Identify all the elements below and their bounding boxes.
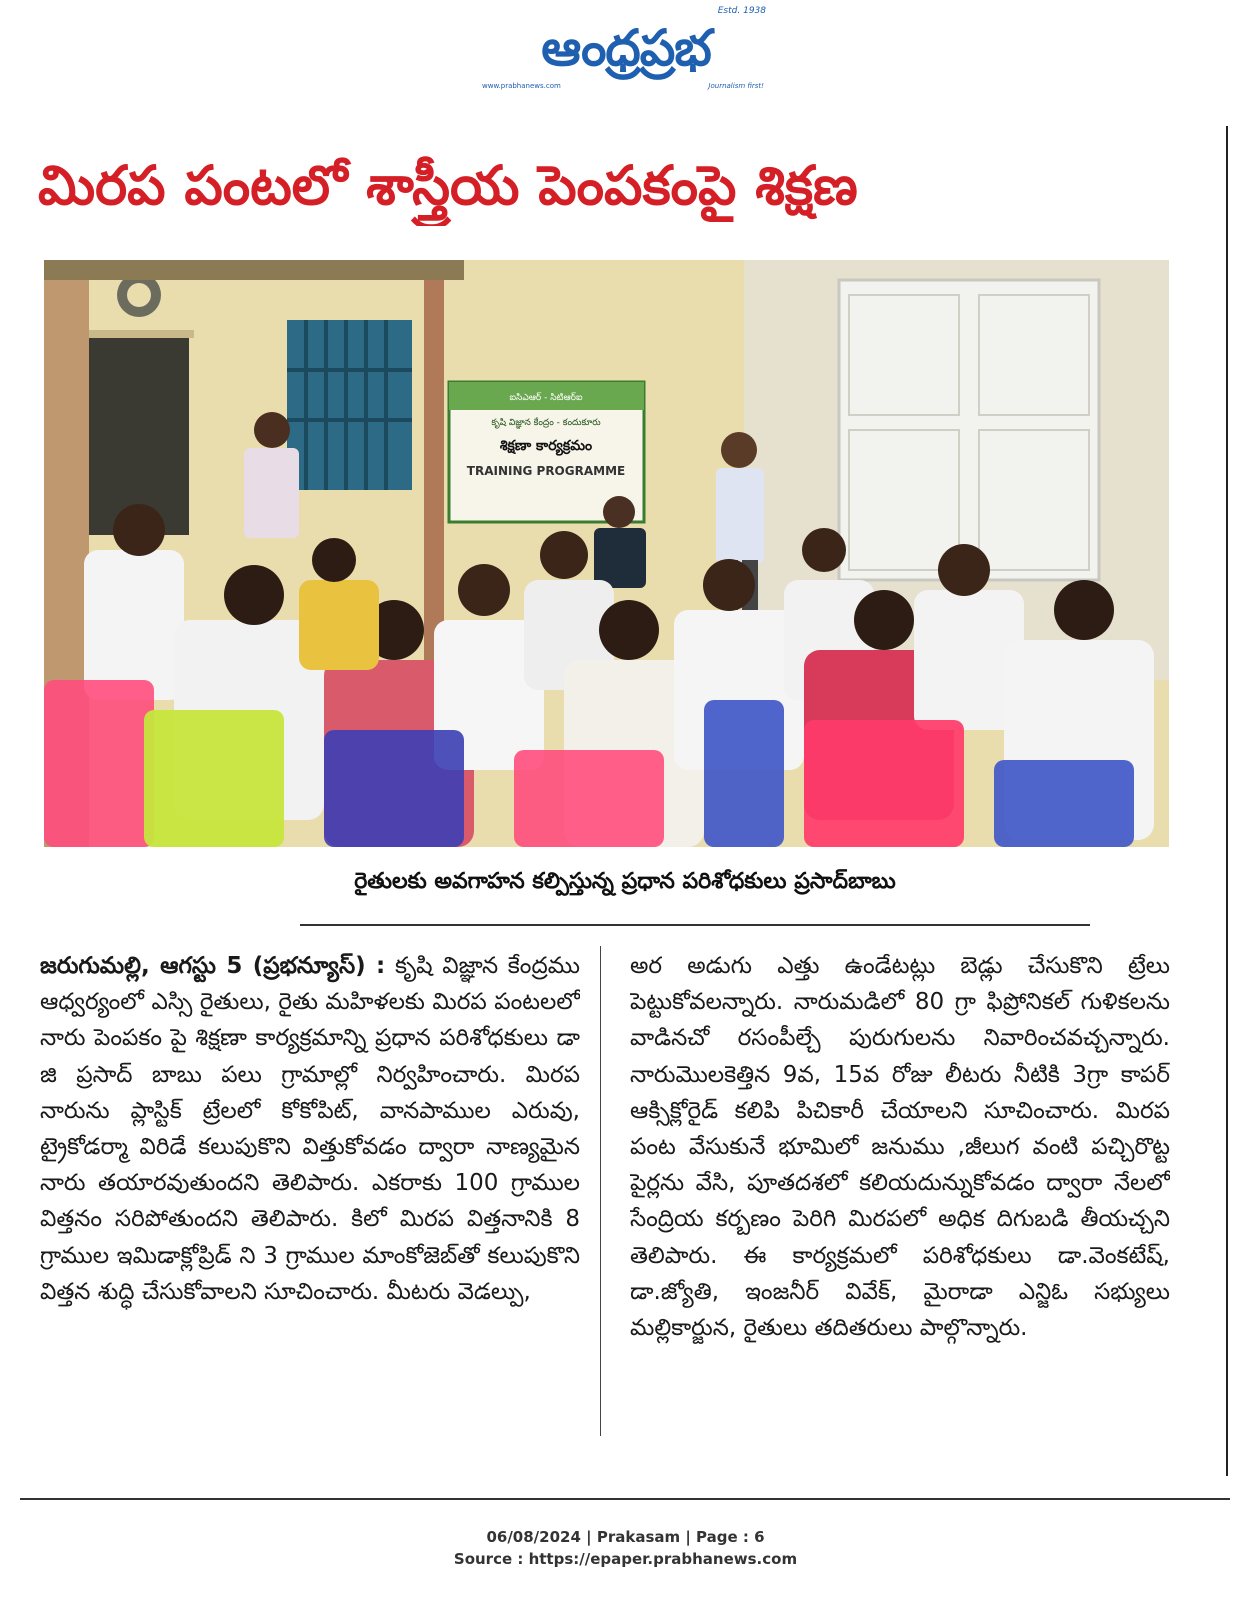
footer-source: Source : https://epaper.prabhanews.com [453, 1550, 798, 1568]
banner-line-2: కృషి విజ్ఞాన కేంద్రం - కందుకూరు [491, 418, 601, 428]
article-column-right [630, 948, 1170, 1448]
banner-line-4: TRAINING PROGRAMME [466, 464, 626, 478]
newspaper-logo: ఆంధ్రప్రభ [541, 19, 711, 77]
masthead [476, 6, 776, 94]
column-rule-right [1226, 126, 1228, 1476]
caption-rule [300, 924, 1090, 926]
column-divider [600, 946, 601, 1436]
masthead-estd: Estd. 1938 [717, 6, 766, 16]
masthead-url: www.prabhanews.com [482, 82, 561, 90]
article-dateline: జరుగుమల్లి, ఆగస్టు 5 (ప్రభన్యూస్) : [40, 953, 386, 979]
banner-line-3: శిక్షణా కార్యక్రమం [499, 438, 593, 454]
article-body-right: అర అడుగు ఎత్తు ఉండేటట్లు బెడ్లు చేసుకొని ట్రేలు పెట్టుకోవలన్నారు. నారుమడిలో 80 గ్రా ఫిప్రోనికల్ గుళికలను వాడినచో రసంపీల్చే పురుగులను నివారించవచ్చన్నారు. నారుమొలకెత్తిన 9వ, 15వ రోజు లీటరు నీటికి 3గ్రా కాపర్ ఆక్సిక్లోరైడ్ కలిపి పిచికారీ చేయాలని సూచించారు. మిరప పంట వేసుకునే భూమిలో జనుము ,జీలుగ వంటి పచ్చిరొట్ట పైర్లను వేసి, పూతదశలో కలియదున్నుకోవడం ద్వారా నేలలో సేంద్రియ కర్బణం పెరిగి మిరపలో అధిక దిగుబడి తీయచ్చని తెలిపారు. ఈ కార్యక్రమలో పరిశోధకులు డా.వెంకటేష్, డా.జ్యోతి, ఇంజనీర్ వివేక్, మైరాడా ఎన్జిఓ సభ్యులు మల్లికార్జున, రైతులు తదితరులు పాల్గొన్నారు. [630, 953, 1170, 1342]
masthead-tagline: Journalism first! [708, 82, 764, 90]
article-body-left: కృషి విజ్ఞాన కేంద్రము ఆధ్వర్యంలో ఎస్సి రైతులు, రైతు మహిళలకు మిరప పంటలలో నారు పెంపకం పై శిక్షణా కార్యక్రమాన్ని ప్రధాన పరిశోధకులు డా జి ప్రసాద్ బాబు పలు గ్రామాల్లో నిర్వహించారు. మిరప నారును ప్లాస్టిక్ ట్రేలలో కోకోపిట్, వానపాముల ఎరువు, ట్రైకోడర్మా విరిడే కలుపుకొని విత్తుకోవడం ద్వారా నాణ్యమైన నారు తయారవుతుందని తెలిపారు. ఎకరాకు 100 గ్రాముల విత్తనం సరిపోతుందని తెలిపారు. కిలో మిరప విత్తనానికి 8 గ్రాముల ఇమిడాక్లోప్రిడ్ ని 3 గ్రాముల మాంకోజెబ్‌తో కలుపుకొని విత్తన శుద్ధి చేసుకోవాలని సూచించారు. మీటరు వెడల్పు, [40, 953, 580, 1305]
photo-caption: రైతులకు అవగాహన కల్పిస్తున్న ప్రధాన పరిశోధకులు ప్రసాద్‌బాబు [354, 869, 896, 894]
banner-line-1: ఐసిఎఆర్ - సిటిఆర్ఐ [509, 393, 583, 403]
footer-rule [20, 1498, 1230, 1500]
article-photo [44, 260, 1169, 847]
footer-edition-info: 06/08/2024 | Prakasam | Page : 6 [486, 1528, 765, 1546]
article-column-left [40, 948, 580, 1448]
article-headline: మిరప పంటలో శాస్త్రీయ పెంపకంపై శిక్షణ [38, 154, 858, 217]
